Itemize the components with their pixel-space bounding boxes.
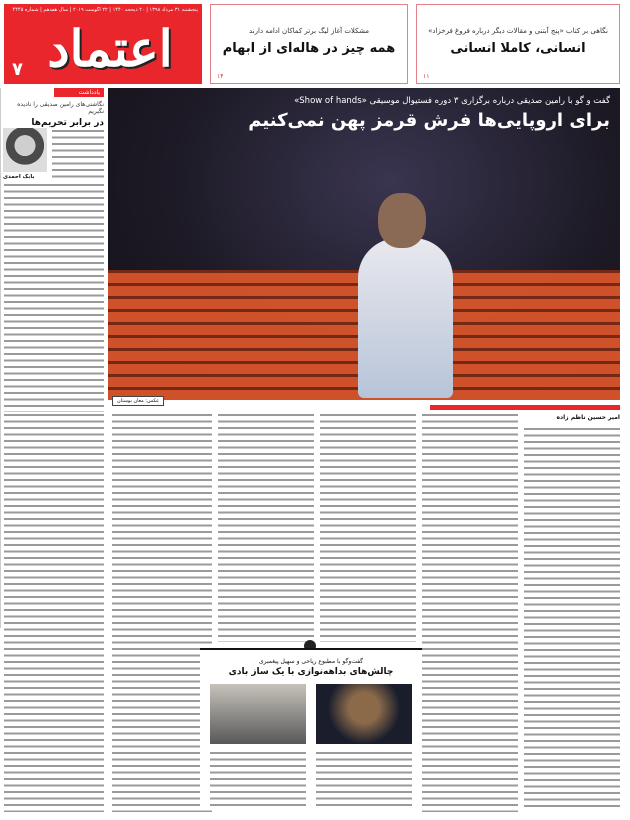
column-text [52, 128, 104, 178]
column-tag: یادداشت [54, 88, 104, 97]
date-line: پنجشنبه ۳۱ مرداد ۱۳۹۸ | ۲۰ ذیحجه ۱۴۴۰ | ۲۲ آگوست ۲۰۱۹ | سال هفدهم | شماره ۴۴۴۵ [12, 7, 198, 13]
teaser-kicker: مشکلات آغاز لیگ برتر کماکان ادامه دارند [249, 27, 369, 35]
body-text [320, 412, 416, 642]
box-title[interactable]: چالش‌های بداهه‌نوازی با یک ساز بادی [228, 667, 394, 677]
body-text [524, 426, 620, 811]
teaser-page: ۱۱ [423, 73, 430, 80]
byline: امیر حسین ناظم زاده [556, 414, 620, 421]
box-text [210, 750, 306, 806]
author-photo [3, 128, 47, 172]
divider [430, 405, 620, 410]
photo-credit: عکس: معان بوستان [112, 396, 164, 406]
teaser-1[interactable] [416, 4, 620, 84]
box-text [316, 750, 412, 806]
body-text [422, 412, 518, 812]
person-head [378, 193, 426, 248]
teaser-title: همه چیز در هاله‌ای از ابهام [222, 41, 396, 56]
page-number: ۷ [12, 59, 23, 80]
teaser-page: ۱۴ [217, 73, 224, 80]
lead-photo [108, 88, 620, 400]
interview-box [200, 648, 422, 808]
teaser-title: انسانی، کاملا انسانی [450, 41, 586, 56]
body-text [112, 412, 212, 812]
body-text [218, 412, 314, 642]
newspaper-logo: اعتماد [47, 19, 173, 78]
column-title[interactable]: در برابر تحریم‌ها [31, 118, 104, 128]
teaser-2[interactable] [210, 4, 408, 84]
author-name: بابک احمدی [3, 174, 35, 180]
teaser-kicker: نگاهی بر کتاب «پنج آبتنی و مقالات دیگر درباره فروغ فرخزاد» [428, 27, 608, 35]
lead-kicker: گفت و گو با رامین صدیقی درباره برگزاری ۳ دوره فستیوال موسیقی «Show of hands» [294, 96, 610, 106]
musician-photo [210, 684, 306, 744]
box-kicker: گفت‌و‌گو با مطبوع ریاحی و سهیل پیغمبری [258, 658, 363, 665]
masthead [4, 4, 202, 84]
musician-photo [316, 684, 412, 744]
body-text [4, 412, 104, 812]
column-kicker: نگاشتی‌های رامین صدیقی را نادیده نگیریم [17, 101, 104, 115]
person-figure [358, 238, 453, 398]
lead-headline[interactable]: برای اروپایی‌ها فرش قرمز پهن نمی‌کنیم [248, 110, 610, 131]
